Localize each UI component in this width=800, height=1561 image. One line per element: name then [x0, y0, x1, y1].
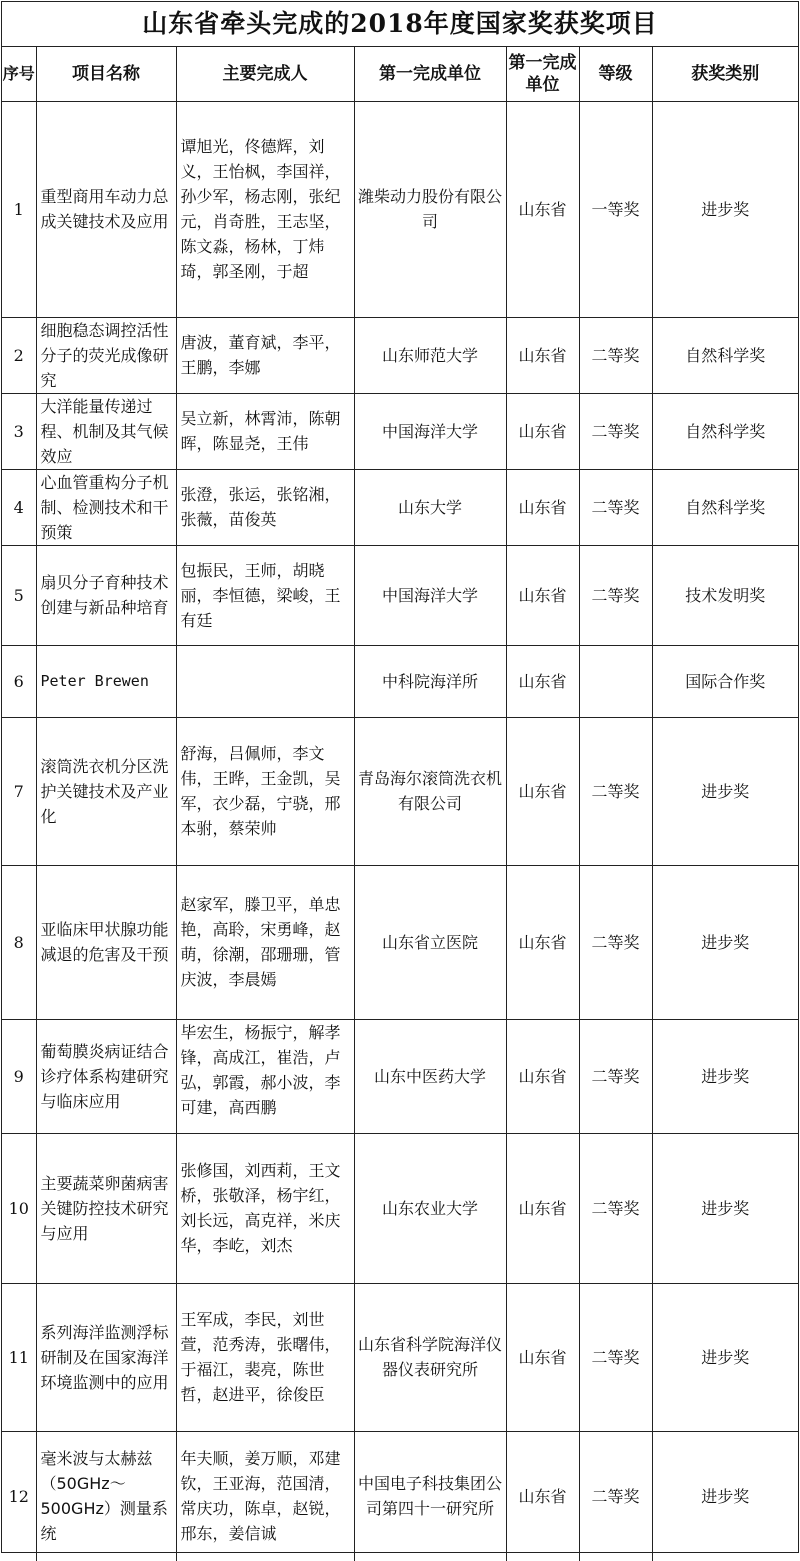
row-region: 山东省 [506, 865, 579, 1019]
row-index: 12 [2, 1431, 36, 1561]
row-people: 吴立新，林霄沛，陈朝晖，陈显尧，王伟 [176, 393, 354, 469]
row-category: 国际合作奖 [652, 645, 798, 717]
row-region: 山东省 [506, 469, 579, 545]
row-unit: 青岛海尔滚筒洗衣机有限公司 [354, 717, 506, 865]
row-level: 二等奖 [579, 1431, 652, 1561]
header-people: 主要完成人 [176, 47, 354, 101]
row-category: 进步奖 [652, 1133, 798, 1283]
row-unit: 中国海洋大学 [354, 545, 506, 645]
row-category: 自然科学奖 [652, 469, 798, 545]
row-unit: 中国电子科技集团公司第四十一研究所 [354, 1431, 506, 1561]
award-sheet [1, 1, 799, 1553]
row-project: 重型商用车动力总成关键技术及应用 [36, 101, 176, 317]
row-index: 4 [2, 469, 36, 545]
row-level: 二等奖 [579, 393, 652, 469]
row-index: 11 [2, 1283, 36, 1431]
header-project: 项目名称 [36, 47, 176, 101]
row-category: 自然科学奖 [652, 317, 798, 393]
row-project: 大洋能量传递过程、机制及其气候效应 [36, 393, 176, 469]
row-region: 山东省 [506, 317, 579, 393]
row-unit: 山东中医药大学 [354, 1019, 506, 1133]
row-level: 二等奖 [579, 317, 652, 393]
row-unit: 山东农业大学 [354, 1133, 506, 1283]
row-category: 技术发明奖 [652, 545, 798, 645]
row-level: 一等奖 [579, 101, 652, 317]
awards-table [2, 47, 798, 1561]
row-project: 系列海洋监测浮标研制及在国家海洋环境监测中的应用 [36, 1283, 176, 1431]
row-index: 2 [2, 317, 36, 393]
row-category: 进步奖 [652, 1283, 798, 1431]
row-people: 毕宏生，杨振宁，解孝锋，高成江，崔浩，卢弘，郭霞，郝小波，李可建，高西鹏 [180, 1023, 341, 1117]
row-unit: 中科院海洋所 [354, 645, 506, 717]
row-region: 山东省 [506, 545, 579, 645]
row-category: 进步奖 [652, 1019, 798, 1133]
row-index: 1 [2, 101, 36, 317]
row-unit: 山东大学 [354, 469, 506, 545]
row-index: 10 [2, 1133, 36, 1283]
header-region: 第一完成单位 [506, 47, 579, 101]
row-region: 山东省 [506, 717, 579, 865]
row-level [579, 645, 652, 717]
row-index: 3 [2, 393, 36, 469]
row-level: 二等奖 [579, 545, 652, 645]
row-people: 张澄，张运，张铭湘，张薇，苗俊英 [176, 469, 354, 545]
table-row [2, 469, 798, 545]
row-project: 心血管重构分子机制、检测技术和干预策 [36, 469, 176, 545]
row-level: 二等奖 [579, 717, 652, 865]
row-project: 葡萄膜炎病证结合诊疗体系构建研究与临床应用 [36, 1019, 176, 1133]
row-unit: 中国海洋大学 [354, 393, 506, 469]
sheet-title: 山东省牵头完成的2018年度国家奖获奖项目 [2, 2, 798, 47]
row-people: 赵家军，滕卫平，单忠艳，高聆，宋勇峰，赵萌，徐潮，邵珊珊，管庆波，李晨嫣 [176, 865, 354, 1019]
row-index: 7 [2, 717, 36, 865]
header-category: 获奖类别 [652, 47, 798, 101]
table-row [2, 1283, 798, 1431]
row-level: 二等奖 [579, 1283, 652, 1431]
row-project: 扇贝分子育种技术创建与新品种培育 [36, 545, 176, 645]
row-project: 亚临床甲状腺功能减退的危害及干预 [36, 865, 176, 1019]
row-region: 山东省 [506, 645, 579, 717]
row-people: 张修国，刘西莉，王文桥，张敬泽，杨宇红，刘长远，高克祥，米庆华，李屹，刘杰 [176, 1133, 354, 1283]
row-people: 年夫顺，姜万顺，邓建钦，王亚海，范国清，常庆功，陈卓，赵锐，邢东，姜信诚 [176, 1431, 354, 1561]
header-unit: 第一完成单位 [354, 47, 506, 101]
row-category: 进步奖 [652, 1431, 798, 1561]
row-index: 5 [2, 545, 36, 645]
row-unit: 山东省科学院海洋仪器仪表研究所 [354, 1283, 506, 1431]
row-index: 8 [2, 865, 36, 1019]
row-people [176, 645, 354, 717]
table-row [2, 1431, 798, 1561]
row-region: 山东省 [506, 1019, 579, 1133]
row-unit: 山东省立医院 [354, 865, 506, 1019]
row-region: 山东省 [506, 1431, 579, 1561]
table-row [2, 101, 798, 317]
row-region: 山东省 [506, 393, 579, 469]
row-index: 6 [2, 645, 36, 717]
table-row [2, 1019, 798, 1133]
row-project: 细胞稳态调控活性分子的荧光成像研究 [36, 317, 176, 393]
row-category: 进步奖 [652, 865, 798, 1019]
row-project: 主要蔬菜卵菌病害关键防控技术研究与应用 [36, 1133, 176, 1283]
table-row [2, 865, 798, 1019]
row-unit: 山东师范大学 [354, 317, 506, 393]
row-project: Peter Brewen [36, 645, 176, 717]
row-region: 山东省 [506, 1133, 579, 1283]
row-project: 滚筒洗衣机分区洗护关键技术及产业化 [36, 717, 176, 865]
row-people: 包振民，王师，胡晓丽，李恒德，梁峻，王有廷 [176, 545, 354, 645]
table-row [2, 1133, 798, 1283]
table-row [2, 545, 798, 645]
header-level: 等级 [579, 47, 652, 101]
table-row [2, 393, 798, 469]
row-people: 舒海，吕佩师，李文伟，王晔，王金凯，吴军，衣少磊，宁骁，邢本驸，蔡荣帅 [176, 717, 354, 865]
header-row [2, 47, 798, 101]
row-category: 进步奖 [652, 101, 798, 317]
row-project: 毫米波与太赫兹（50GHz～500GHz）测量系统 [36, 1431, 176, 1561]
row-level: 二等奖 [579, 1019, 652, 1133]
row-level: 二等奖 [579, 469, 652, 545]
row-index: 9 [2, 1019, 36, 1133]
row-region: 山东省 [506, 101, 579, 317]
row-people: 王军成，李民，刘世萱，范秀涛，张曙伟，于福江，裴亮，陈世哲，赵进平，徐俊臣 [176, 1283, 354, 1431]
table-row [2, 645, 798, 717]
header-index: 序号 [2, 47, 36, 101]
row-category: 自然科学奖 [652, 393, 798, 469]
row-region: 山东省 [506, 1283, 579, 1431]
row-category: 进步奖 [652, 717, 798, 865]
row-unit: 潍柴动力股份有限公司 [354, 101, 506, 317]
table-row [2, 317, 798, 393]
row-people: 谭旭光，佟德辉，刘义，王怡枫，李国祥，孙少军，杨志刚，张纪元，肖奇胜，王志坚，陈文淼，杨林，丁炜琦，郭圣刚，于超 [176, 101, 354, 317]
row-people: 唐波，董育斌，李平，王鹏，李娜 [176, 317, 354, 393]
table-row [2, 717, 798, 865]
row-level: 二等奖 [579, 1133, 652, 1283]
row-level: 二等奖 [579, 865, 652, 1019]
